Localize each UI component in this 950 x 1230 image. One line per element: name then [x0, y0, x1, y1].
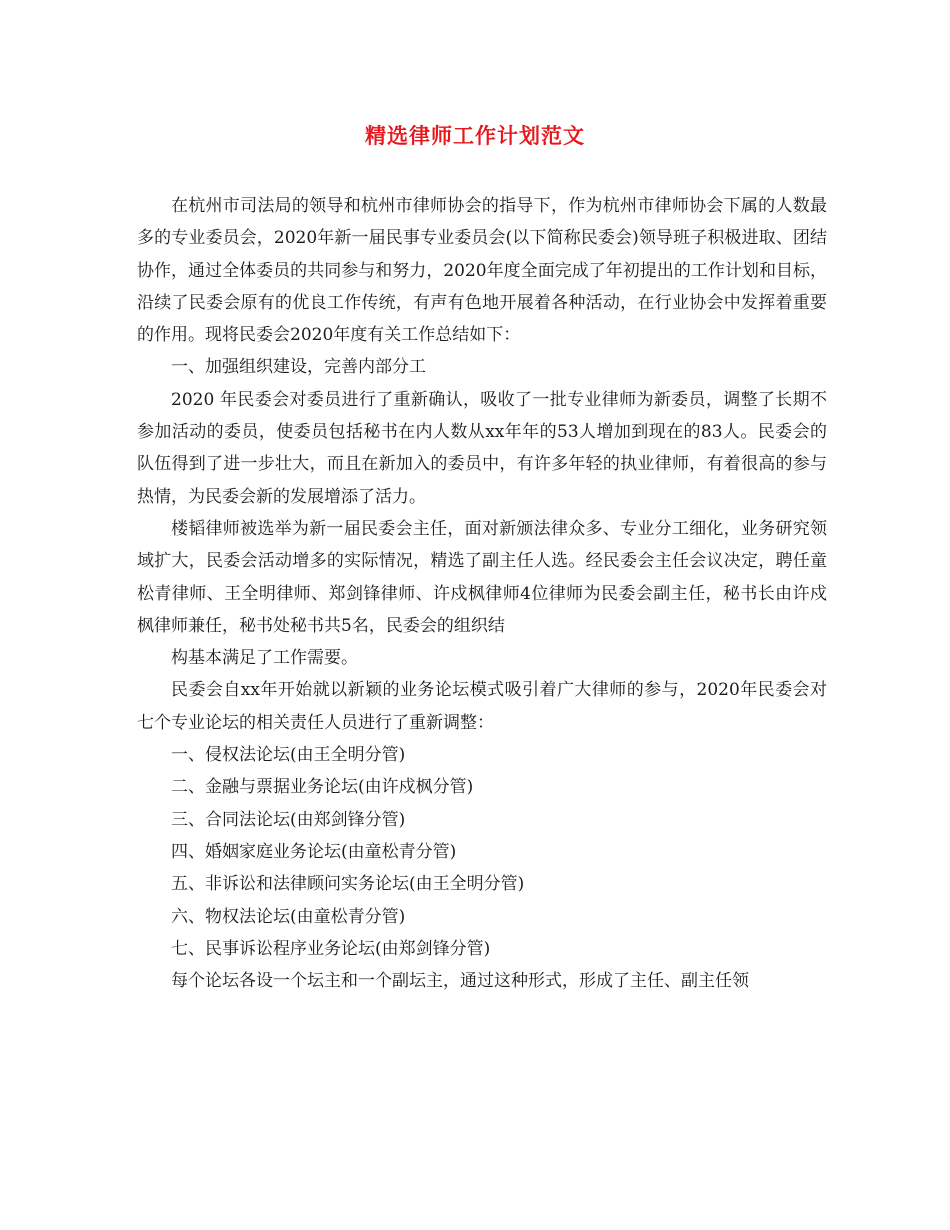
- document-body: [137, 190, 827, 997]
- section-heading-1: 一、加强组织建设，完善内部分工: [171, 357, 426, 378]
- paragraph-membership: 2020 年民委会对委员进行了重新确认，吸收了一批专业律师为新委员，调整了长期不参加活动的委员，使委员包括秘书在内人数从xx年年的53人增加到现在的83人。民委会的队伍得到了进一步壮大，而且在新加入的委员中，有许多年轻的执业律师，有着很高的参与热情，为民委会新的发展增添了活力。: [137, 389, 827, 507]
- forum-item: 三、合同法论坛(由郑剑锋分管): [171, 809, 406, 830]
- forum-item: 七、民事诉讼程序业务论坛(由郑剑锋分管): [171, 938, 491, 959]
- forum-item: 四、婚姻家庭业务论坛(由童松青分管): [171, 841, 457, 862]
- paragraph-leadership: 楼韬律师被选举为新一届民委会主任，面对新颁法律众多、专业分工细化，业务研究领域扩大，民委会活动增多的实际情况，精选了副主任人选。经民委会主任会议决定，聘任童松青律师、王全明律师、郑剑锋律师、许戍枫律师4位律师为民委会副主任，秘书长由许戍枫律师兼任，秘书处秘书共5名，民委会的组织结: [137, 518, 827, 636]
- forum-item: 六、物权法论坛(由童松青分管): [171, 906, 406, 927]
- paragraph-forums: 民委会自xx年开始就以新颖的业务论坛模式吸引着广大律师的参与，2020年民委会对七个专业论坛的相关责任人员进行了重新调整：: [137, 680, 827, 733]
- forum-item: 二、金融与票据业务论坛(由许戍枫分管): [171, 777, 474, 798]
- forum-item: 一、侵权法论坛(由王全明分管): [171, 745, 406, 766]
- document-title: 精选律师工作计划范文: [365, 123, 585, 148]
- paragraph-structure: 构基本满足了工作需要。: [171, 648, 358, 669]
- paragraph-intro: 在杭州市司法局的领导和杭州市律师协会的指导下，作为杭州市律师协会下属的人数最多的专业委员会，2020年新一届民事专业委员会(以下简称民委会)领导班子积极进取、团结协作，通过全体委员的共同参与和努力，2020年度全面完成了年初提出的工作计划和目标，沿续了民委会原有的优良工作传统，有声有色地开展着各种活动，在行业协会中发挥着重要的作用。现将民委会2020年度有关工作总结如下：: [137, 196, 827, 346]
- paragraph-closing: 每个论坛各设一个坛主和一个副坛主，通过这种形式，形成了主任、副主任领: [171, 971, 749, 992]
- forum-item: 五、非诉讼和法律顾问实务论坛(由王全明分管): [171, 874, 525, 895]
